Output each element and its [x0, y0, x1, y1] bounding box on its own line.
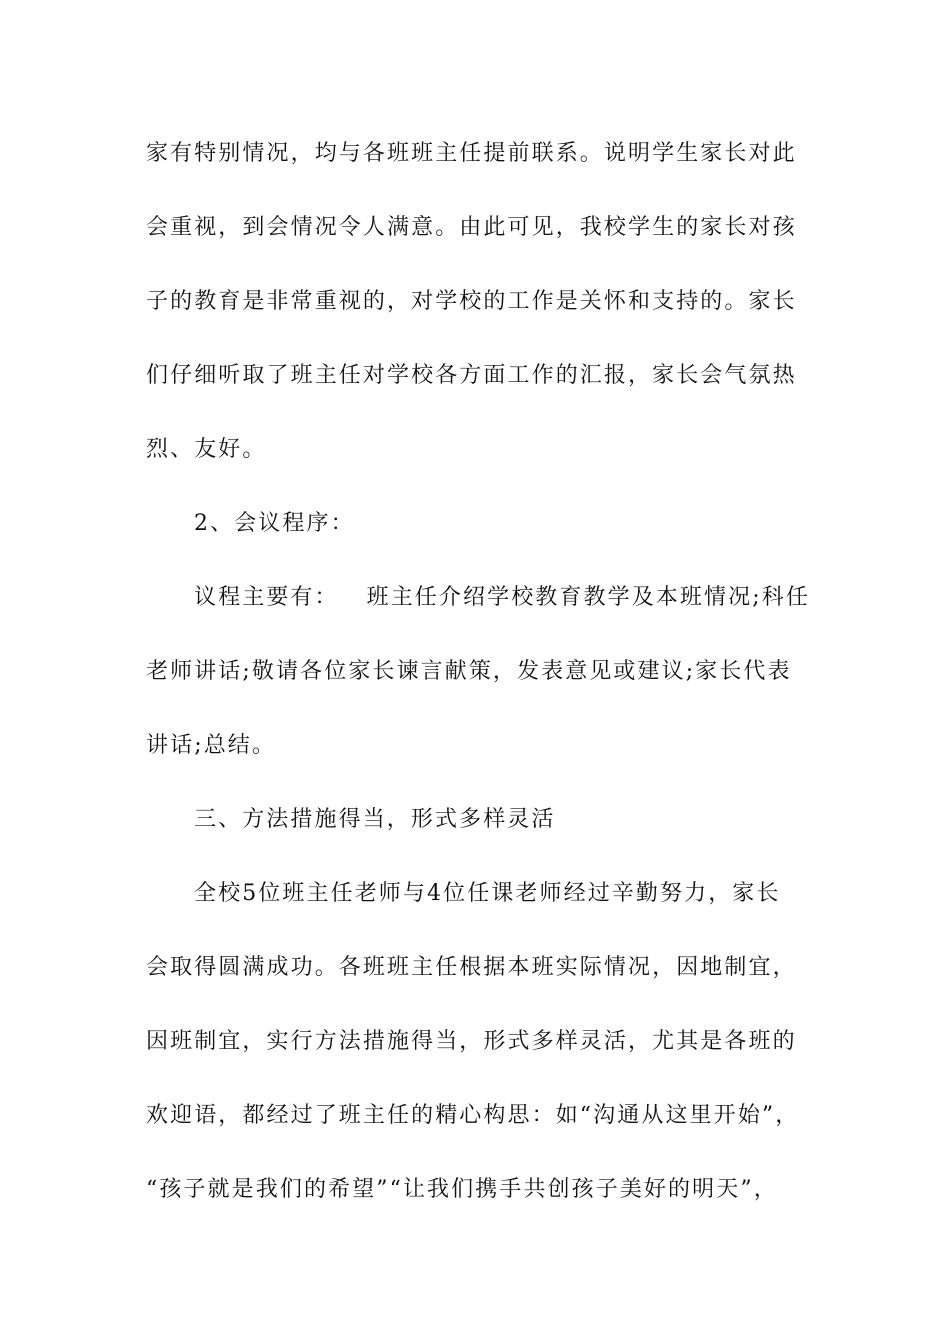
section-heading-methods: 三、方法措施得当，形式多样灵活: [194, 807, 556, 832]
agenda-line-1: [146, 576, 826, 650]
document-body: [146, 132, 826, 1242]
paragraph-line-4: 们仔细听取了班主任对学校各方面工作的汇报，家长会气氛热: [146, 363, 797, 388]
agenda-label: 议程主要有：: [194, 585, 339, 610]
agenda-text: 班主任介绍学校教育教学及本班情况;科任: [366, 585, 810, 610]
agenda-line-2: 老师讲话;敬请各位家长谏言献策，发表意见或建议;家长代表: [146, 659, 792, 684]
paragraph-line-3: 子的教育是非常重视的，对学校的工作是关怀和支持的。家长: [146, 289, 797, 314]
paragraph-line-1: 家有特别情况，均与各班班主任提前联系。说明学生家长对此: [146, 141, 797, 166]
agenda-line-3: 讲话;总结。: [146, 733, 277, 758]
paragraph-line-2: 会重视，到会情况令人满意。由此可见，我校学生的家长对孩: [146, 215, 797, 240]
methods-line-5: “孩子就是我们的希望”“让我们携手共创孩子美好的明天”，: [146, 1177, 778, 1202]
section-heading-meeting-procedure: 2、会议程序：: [194, 511, 355, 536]
methods-line-2: 会取得圆满成功。各班班主任根据本班实际情况，因地制宜，: [146, 955, 797, 980]
methods-line-3: 因班制宜，实行方法措施得当，形式多样灵活，尤其是各班的: [146, 1029, 797, 1054]
paragraph-line-5: 烈、友好。: [146, 437, 267, 462]
methods-line-4: 欢迎语，都经过了班主任的精心构思：如“沟通从这里开始”，: [146, 1103, 800, 1128]
methods-line-1: 全校5位班主任老师与4位任课老师经过辛勤努力，家长: [194, 881, 781, 906]
